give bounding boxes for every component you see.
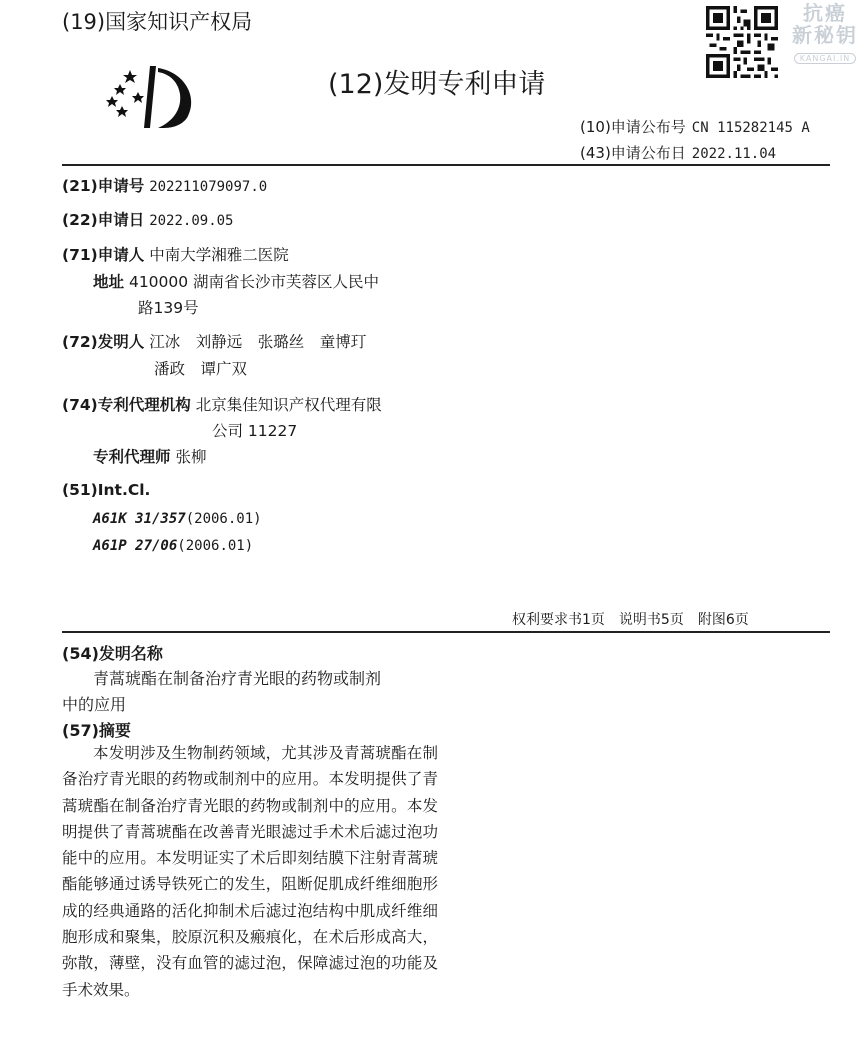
address-line2: 路139号: [138, 299, 199, 317]
agency-row: [62, 393, 382, 415]
publication-date: 2022.11.04: [691, 146, 777, 162]
ipc-version: (2006.01): [177, 538, 254, 554]
ipc-version: (2006.01): [185, 511, 262, 527]
invention-title-line1: 青蒿琥酯在制备治疗青光眼的药物或制剂: [93, 669, 382, 688]
agent-label: 专利代理师: [93, 448, 171, 466]
publication-date-row: [580, 142, 776, 163]
address-row: [93, 270, 379, 292]
watermark-logo: [786, 2, 864, 65]
drawings-pages: 附图6页: [697, 612, 749, 628]
applicant-row: [62, 243, 289, 265]
application-number-row: [62, 174, 267, 196]
abstract-text: 本发明涉及生物制药领域，尤其涉及青蒿琥酯在制备治疗青光眼的药物或制剂中的应用。本发明提供了青蒿琥酯在制备治疗青光眼的药物或制剂中的应用。本发明提供了青蒿琥酯在改善青光眼滤过手术术后滤过泡功能中的应用。本发明证实了术后即刻结膜下注射青蒿琥酯能够通过诱导铁死亡的发生，阻断促肌成纤维细胞形成的经典通路的活化抑制术后滤过泡结构中肌成纤维细胞形成和聚集，胶原沉积及瘢痕化，在术后形成高大，弥散，薄壁，没有血管的滤过泡，保障滤过泡的功能及手术效果。: [62, 744, 438, 999]
watermark-line3: KANGAI.IN: [794, 53, 856, 64]
issuing-office: (19)国家知识产权局: [62, 10, 253, 34]
ipc-label: (51)Int.Cl.: [62, 481, 151, 499]
inventors-row: [62, 330, 366, 352]
ipc-code: A61K 31/357: [93, 511, 186, 527]
agent-row: [93, 445, 206, 467]
watermark-line1: 抗癌: [803, 1, 847, 25]
ipc-code: A61P 27/06: [93, 538, 178, 554]
claims-pages: 权利要求书1页: [512, 612, 605, 628]
publication-number-label: (10)申请公布号: [580, 118, 686, 136]
applicant-label: (71)申请人: [62, 246, 145, 264]
watermark-line2: 新秘钥: [792, 23, 858, 47]
publication-date-label: (43)申请公布日: [580, 144, 686, 162]
filing-date-row: [62, 208, 233, 230]
application-number-label: (21)申请号: [62, 177, 145, 195]
agency-line1: 北京集佳知识产权代理有限: [195, 396, 382, 414]
page-counts: [512, 609, 763, 629]
inventors-label: (72)发明人: [62, 333, 145, 351]
agent: 张柳: [175, 448, 207, 466]
applicant: 中南大学湘雅二医院: [149, 246, 289, 264]
filing-date: 2022.09.05: [149, 213, 234, 229]
ipc-entry: [93, 508, 262, 527]
filing-date-label: (22)申请日: [62, 211, 145, 229]
header-divider: [62, 164, 830, 166]
invention-title-line2: 中的应用: [62, 695, 127, 714]
qr-code-icon: [706, 6, 778, 78]
address-label: 地址: [93, 273, 125, 291]
section-divider: [62, 631, 830, 633]
agency-label: (74)专利代理机构: [62, 396, 191, 414]
inventors-line1: 江冰 刘静远 张璐丝 童博玎: [149, 333, 367, 351]
ipc-entry: [93, 535, 253, 554]
cnipa-logo-icon: [100, 62, 200, 130]
document-kind: (12)发明专利申请: [328, 69, 546, 100]
abstract-body: [62, 740, 438, 1003]
description-pages: 说明书5页: [618, 612, 684, 628]
address-line1: 410000 湖南省长沙市芙蓉区人民中: [128, 273, 380, 291]
agency-line2: 公司 11227: [212, 422, 298, 440]
publication-number: CN 115282145 A: [691, 120, 810, 136]
publication-number-row: [580, 116, 810, 137]
invention-title-label: (54)发明名称: [62, 644, 163, 663]
application-number: 202211079097.0: [149, 179, 268, 195]
abstract-label: (57)摘要: [62, 721, 131, 740]
inventors-line2: 潘政 谭广双: [154, 360, 248, 378]
